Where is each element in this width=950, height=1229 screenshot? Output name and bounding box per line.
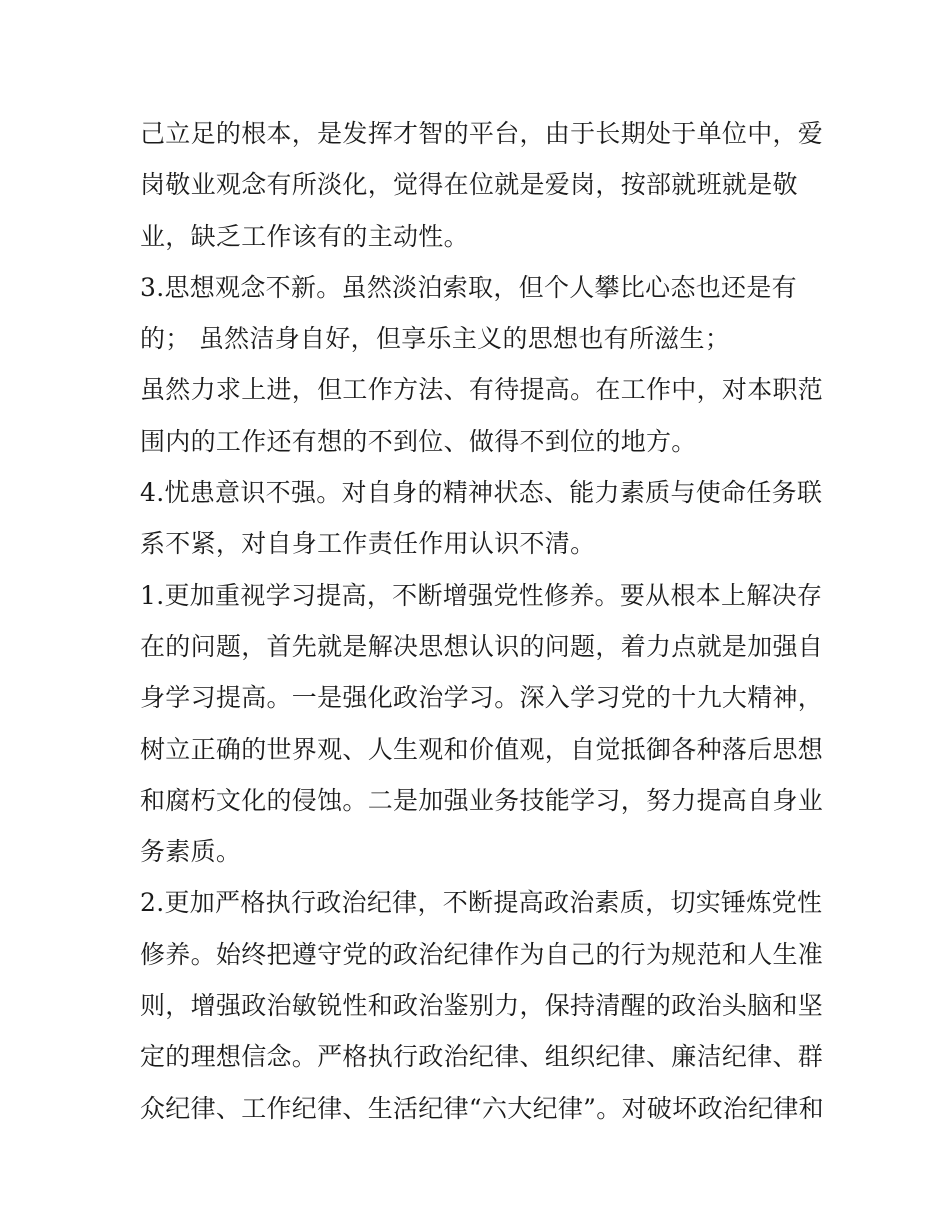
text-line: 身学习提高。一是强化政治学习。深入学习党的十九大精神， <box>140 683 824 713</box>
text-line: 岗敬业观念有所淡化，觉得在位就是爱岗，按部就班就是敬 <box>140 170 798 200</box>
text-line: 修养。始终把遵守党的政治纪律作为自己的行为规范和人生准 <box>140 939 824 969</box>
text-line: 己立足的根本，是发挥才智的平台，由于长期处于单位中，爱 <box>140 119 824 148</box>
text-line: 定的理想信念。严格执行政治纪律、组织纪律、廉洁纪律、群 <box>140 1042 824 1072</box>
text-line: 系不紧，对自身工作责任作用认识不清。 <box>140 529 596 559</box>
text-line: 3.思想观念不新。虽然淡泊索取，但个人攀比心态也还是有 <box>140 272 797 302</box>
text-line: 众纪律、工作纪律、生活纪律“六大纪律”。对破坏政治纪律和 <box>140 1093 824 1123</box>
text-line: 2.更加严格执行政治纪律，不断提高政治素质，切实锤炼党性 <box>140 888 823 918</box>
text-line: 业，缺乏工作该有的主动性。 <box>140 221 469 251</box>
text-line: 则，增强政治敏锐性和政治鉴别力，保持清醒的政治头脑和坚 <box>140 991 824 1021</box>
text-line: 树立正确的世界观、人生观和价值观，自觉抵御各种落后思想 <box>140 734 824 764</box>
text-line: 务素质。 <box>140 837 242 867</box>
text-line: 4.忧患意识不强。对自身的精神状态、能力素质与使命任务联 <box>140 478 823 508</box>
document-body <box>140 108 824 1134</box>
text-line: 的； 虽然洁身自好，但享乐主义的思想也有所滋生； <box>140 324 731 354</box>
text-line: 围内的工作还有想的不到位、做得不到位的地方。 <box>140 426 697 456</box>
text-line: 和腐朽文化的侵蚀。二是加强业务技能学习，努力提高自身业 <box>140 785 824 815</box>
text-line: 虽然力求上进，但工作方法、有待提高。在工作中，对本职范 <box>140 375 824 405</box>
text-line: 在的问题，首先就是解决思想认识的问题，着力点就是加强自 <box>140 631 824 661</box>
text-line: 1.更加重视学习提高，不断增强党性修养。要从根本上解决存 <box>140 580 823 610</box>
